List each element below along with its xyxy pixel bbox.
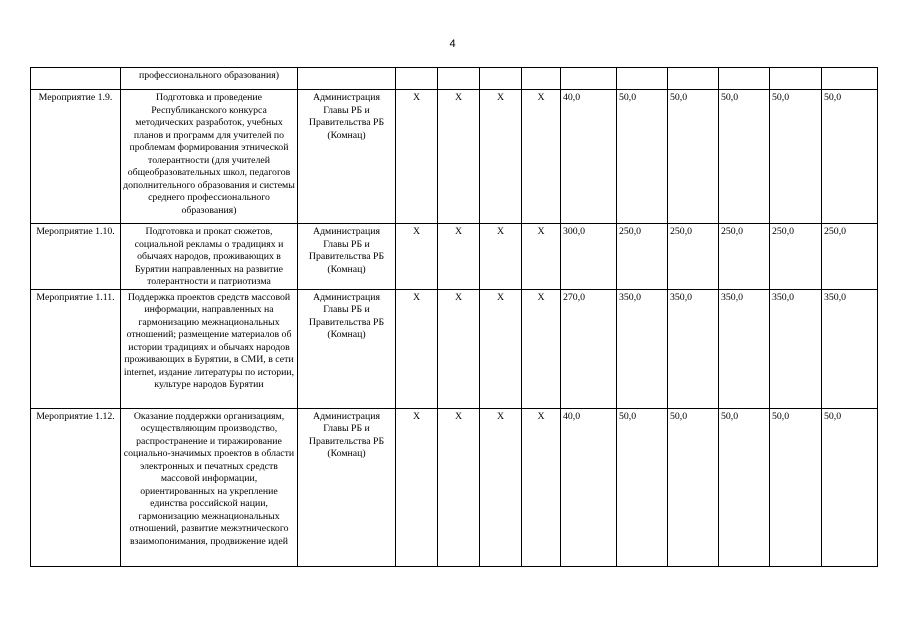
mark-cell: Х: [396, 289, 438, 408]
value-cell: 250,0: [668, 224, 719, 290]
value-cell: 50,0: [822, 408, 878, 566]
value-cell: 350,0: [617, 289, 668, 408]
executor-cell: Администрация Главы РБ и Правительства РБ (Комнац): [298, 224, 396, 290]
value-cell: 350,0: [822, 289, 878, 408]
value-cell: 50,0: [617, 90, 668, 224]
value-cell: [719, 68, 770, 90]
executor-cell: [298, 68, 396, 90]
table-row: [31, 408, 878, 566]
activity-name-cell: Оказание поддержки организациям, осуществляющим производство, распространение и тиражирование социально-значимых проектов в области электронных и печатных средств массовой информации, ориентированных на укрепление единства российской нации, гармонизацию межнациональных отношений, развитие межэтнического взаимопонимания, продвижение идей: [121, 408, 298, 566]
value-cell: 50,0: [822, 90, 878, 224]
mark-cell: [522, 68, 561, 90]
value-cell: 50,0: [668, 408, 719, 566]
value-cell: 250,0: [617, 224, 668, 290]
value-cell: [668, 68, 719, 90]
mark-cell: Х: [480, 289, 522, 408]
mark-cell: Х: [396, 224, 438, 290]
mark-cell: [438, 68, 480, 90]
activity-id-cell: Мероприятие 1.12.: [31, 408, 121, 566]
activity-id-cell: Мероприятие 1.10.: [31, 224, 121, 290]
activity-name-cell: Подготовка и прокат сюжетов, социальной рекламы о традициях и обычаях народов, проживающих в Бурятии направленных на развитие толерантности и патриотизма: [121, 224, 298, 290]
value-cell: 50,0: [770, 90, 822, 224]
mark-cell: Х: [480, 408, 522, 566]
activity-id-cell: Мероприятие 1.11.: [31, 289, 121, 408]
table-row: [31, 289, 878, 408]
executor-cell: Администрация Главы РБ и Правительства РБ (Комнац): [298, 289, 396, 408]
mark-cell: Х: [480, 224, 522, 290]
page-number: 4: [449, 38, 456, 50]
mark-cell: Х: [438, 224, 480, 290]
table-row-continued: [31, 68, 878, 90]
mark-cell: Х: [438, 408, 480, 566]
value-cell: 350,0: [668, 289, 719, 408]
value-cell: [822, 68, 878, 90]
mark-cell: Х: [438, 289, 480, 408]
value-cell: 50,0: [617, 408, 668, 566]
value-cell: [561, 68, 617, 90]
mark-cell: Х: [396, 90, 438, 224]
mark-cell: [480, 68, 522, 90]
value-cell: 50,0: [770, 408, 822, 566]
activity-id-cell: [31, 68, 121, 90]
activity-id-cell: Мероприятие 1.9.: [31, 90, 121, 224]
mark-cell: Х: [522, 408, 561, 566]
mark-cell: Х: [396, 408, 438, 566]
value-cell: 40,0: [561, 90, 617, 224]
value-cell: 40,0: [561, 408, 617, 566]
activity-name-cell: профессионального образования): [121, 68, 298, 90]
mark-cell: Х: [522, 289, 561, 408]
mark-cell: Х: [480, 90, 522, 224]
value-cell: 250,0: [719, 224, 770, 290]
value-cell: 350,0: [770, 289, 822, 408]
value-cell: 50,0: [719, 90, 770, 224]
activity-name-cell: Поддержка проектов средств массовой информации, направленных на гармонизацию межнациональных отношений; размещение материалов об истории традициях и обычаях народов проживающих в Бурятии, в СМИ, в сети internet, издание литературы по истории, культуре народов Бурятии: [121, 289, 298, 408]
mark-cell: [396, 68, 438, 90]
executor-cell: Администрация Главы РБ и Правительства РБ (Комнац): [298, 90, 396, 224]
value-cell: 50,0: [668, 90, 719, 224]
table-row: [31, 90, 878, 224]
value-cell: 250,0: [822, 224, 878, 290]
value-cell: 50,0: [719, 408, 770, 566]
mark-cell: Х: [522, 224, 561, 290]
value-cell: 270,0: [561, 289, 617, 408]
value-cell: [770, 68, 822, 90]
table-row: [31, 224, 878, 290]
mark-cell: Х: [522, 90, 561, 224]
program-activities-table: [30, 67, 878, 567]
activity-name-cell: Подготовка и проведение Республиканского конкурса методических разработок, учебных планов и программ для учителей по проблемам формирования этнической толерантности (для учителей общеобразовательных школ, педагогов дополнительного образования и системы среднего профессионального образования): [121, 90, 298, 224]
value-cell: 350,0: [719, 289, 770, 408]
value-cell: 300,0: [561, 224, 617, 290]
value-cell: [617, 68, 668, 90]
executor-cell: Администрация Главы РБ и Правительства РБ (Комнац): [298, 408, 396, 566]
value-cell: 250,0: [770, 224, 822, 290]
mark-cell: Х: [438, 90, 480, 224]
